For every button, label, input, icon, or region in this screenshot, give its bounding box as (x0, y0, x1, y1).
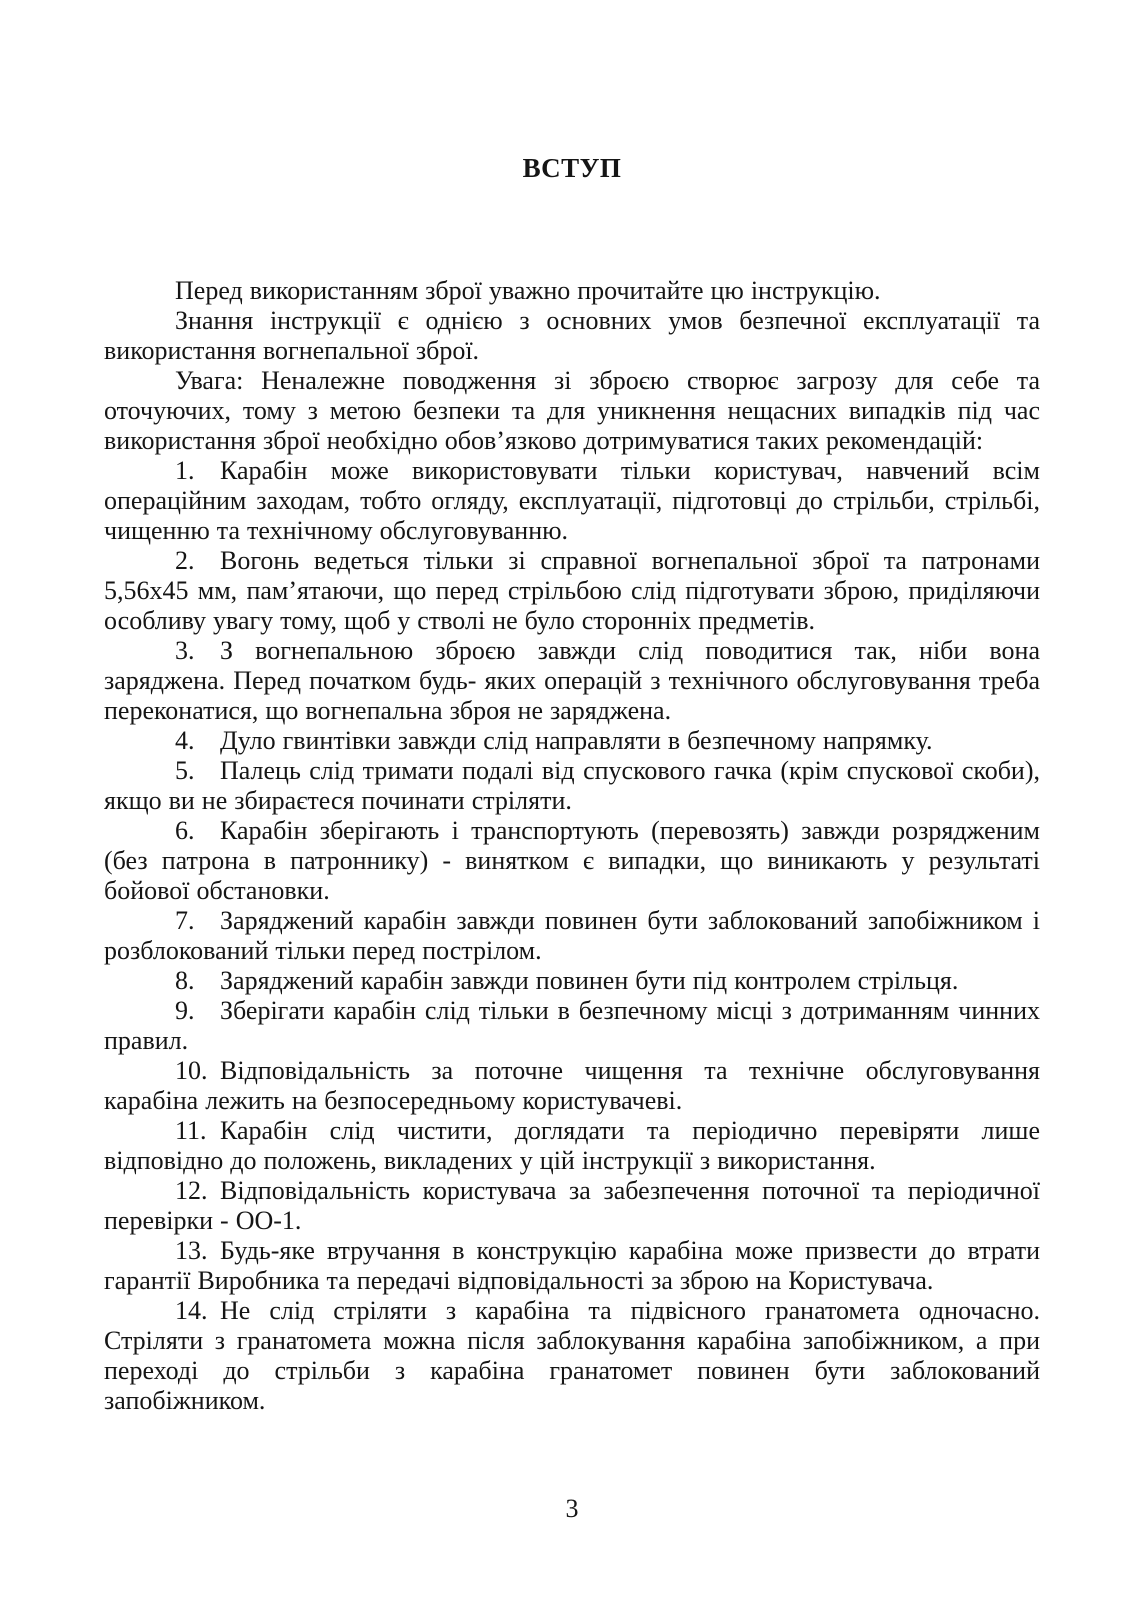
page-title: ВСТУП (522, 153, 622, 183)
rule-text: Карабін може використовувати тільки користувач, навчений всім операційним заходам, тобто огляду, експлуатації, підготовці до стрільби, стрільбі, чищенню та технічному обслуговуванню. (104, 456, 1040, 545)
rule-text: Палець слід тримати подалі від спускового гачка (крім спускової скоби), якщо ви не збираєтеся починати стріляти. (104, 756, 1040, 815)
rule-number: 2. (175, 546, 195, 575)
rule-number: 3. (175, 636, 195, 665)
rule-text: Вогонь ведеться тільки зі справної вогнепальної зброї та патронами 5,56х45 мм, пам’ятаючи, що перед стрільбою слід підготувати зброю, приділяючи особливу увагу тому, щоб у стволі не було сторонніх предметів. (104, 546, 1040, 635)
rule-item (104, 1056, 1040, 1116)
rule-text: Не слід стріляти з карабіна та підвісного гранатомета одночасно. Стріляти з гранатомета можна після заблокування карабіна запобіжником, а при переході до стрільби з карабіна гранатомет повинен бути заблокований запобіжником. (104, 1296, 1040, 1415)
rule-item (104, 756, 1040, 816)
rule-text: Дуло гвинтівки завжди слід направляти в безпечному напрямку. (220, 726, 933, 755)
rule-number: 8. (175, 966, 195, 995)
rule-number: 9. (175, 996, 195, 1025)
rule-number: 14. (175, 1296, 208, 1325)
rule-item (104, 546, 1040, 636)
rule-item (104, 636, 1040, 726)
rule-number: 7. (175, 906, 195, 935)
rule-item (104, 996, 1040, 1056)
rule-item (104, 966, 1040, 996)
rule-item (104, 1296, 1040, 1416)
rule-text: Відповідальність за поточне чищення та технічне обслуговування карабіна лежить на безпосередньому користувачеві. (104, 1056, 1040, 1115)
rule-item (104, 456, 1040, 546)
rule-number: 11. (175, 1116, 207, 1145)
rule-text: Відповідальність користувача за забезпечення поточної та періодичної перевірки - ОО-1. (104, 1176, 1040, 1235)
rule-text: Карабін зберігають і транспортують (перевозять) завжди розрядженим (без патрона в патроннику) - винятком є випадки, що виникають у результаті бойової обстановки. (104, 816, 1040, 905)
rule-text: Будь-яке втручання в конструкцію карабіна може призвести до втрати гарантії Виробника та передачі відповідальності за зброю на Користувача. (104, 1236, 1040, 1295)
rule-item (104, 1236, 1040, 1296)
intro-paragraph: Перед використанням зброї уважно прочитайте цю інструкцію. (175, 276, 881, 305)
rule-item (104, 906, 1040, 966)
rule-number: 10. (175, 1056, 208, 1085)
rule-number: 6. (175, 816, 195, 845)
rule-item (104, 1116, 1040, 1176)
intro-paragraph: Увага: Неналежне поводження зі зброєю створює загрозу для себе та оточуючих, тому з метою безпеки та для уникнення нещасних випадків під час використання зброї необхідно обов’язково дотримуватися таких рекомендацій: (104, 366, 1040, 455)
rule-number: 13. (175, 1236, 208, 1265)
intro-paragraph: Знання інструкції є однією з основних умов безпечної експлуатації та використання вогнепальної зброї. (104, 306, 1040, 365)
rule-text: З вогнепальною зброєю завжди слід поводитися так, ніби вона заряджена. Перед початком будь- яких операцій з технічного обслуговування треба переконатися, що вогнепальна зброя не заряджена. (104, 636, 1040, 725)
rule-number: 12. (175, 1176, 208, 1205)
page-number: 3 (565, 1494, 579, 1523)
rule-item (104, 726, 1040, 756)
rule-text: Заряджений карабін завжди повинен бути під контролем стрільця. (220, 966, 959, 995)
rule-number: 4. (175, 726, 195, 755)
rule-item (104, 816, 1040, 906)
document-body (104, 276, 1040, 1416)
rule-item (104, 1176, 1040, 1236)
rule-text: Карабін слід чистити, доглядати та періодично перевіряти лише відповідно до положень, викладених у цій інструкції з використання. (104, 1116, 1040, 1175)
rule-number: 5. (175, 756, 195, 785)
rule-number: 1. (175, 456, 195, 485)
rule-text: Зберігати карабін слід тільки в безпечному місці з дотриманням чинних правил. (104, 996, 1040, 1055)
rule-text: Заряджений карабін завжди повинен бути заблокований запобіжником і розблокований тільки перед пострілом. (104, 906, 1040, 965)
